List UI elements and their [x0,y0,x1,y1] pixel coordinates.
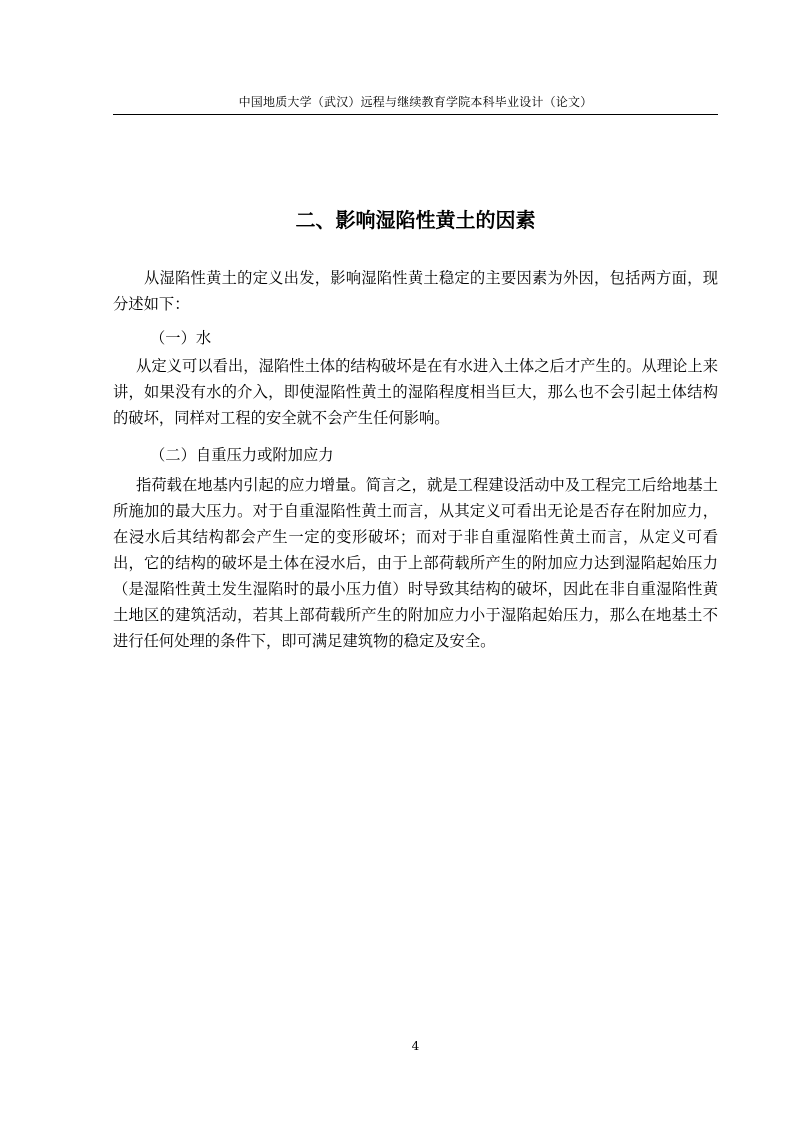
subsection-paragraph-pressure: 指荷载在地基内引起的应力增量。简言之，就是工程建设活动中及工程完工后给地基土所施加的最大压力。对于自重湿陷性黄土而言，从其定义可看出无论是否存在附加应力，在浸水后其结构都会产生一定的变形破坏；而对于非自重湿陷性黄土而言，从定义可看出，它的结构的破坏是土体在浸水后，由于上部荷载所产生的附加应力达到湿陷起始压力（是湿陷性黄土发生湿陷时的最小压力值）时导致其结构的破坏，因此在非自重湿陷性黄土地区的建筑活动，若其上部荷载所产生的附加应力小于湿陷起始压力，那么在地基土不进行任何处理的条件下，即可满足建筑物的稳定及安全。 [113,476,718,650]
page-number: 4 [411,1039,420,1053]
section-title: 二、影响湿陷性黄土的因素 [295,208,536,232]
subsection-paragraph-water: 从定义可以看出，湿陷性土体的结构破坏是在有水进入土体之后才产生的。从理论上来讲，如果没有水的介入，即使湿陷性黄土的湿陷程度相当巨大，那么也不会引起土体结构的破坏，同样对工程的安全就不会产生任何影响。 [113,357,718,427]
subsection-heading-water: （一）水 [150,329,212,347]
subsection-heading-pressure: （二）自重压力或附加应力 [150,446,334,464]
intro-paragraph: 从湿陷性黄土的定义出发，影响湿陷性黄土稳定的主要因素为外因，包括两方面，现分述如下： [113,269,718,313]
running-header: 中国地质大学（武汉）远程与继续教育学院本科毕业设计（论文） [238,95,593,109]
header-divider [113,114,718,115]
